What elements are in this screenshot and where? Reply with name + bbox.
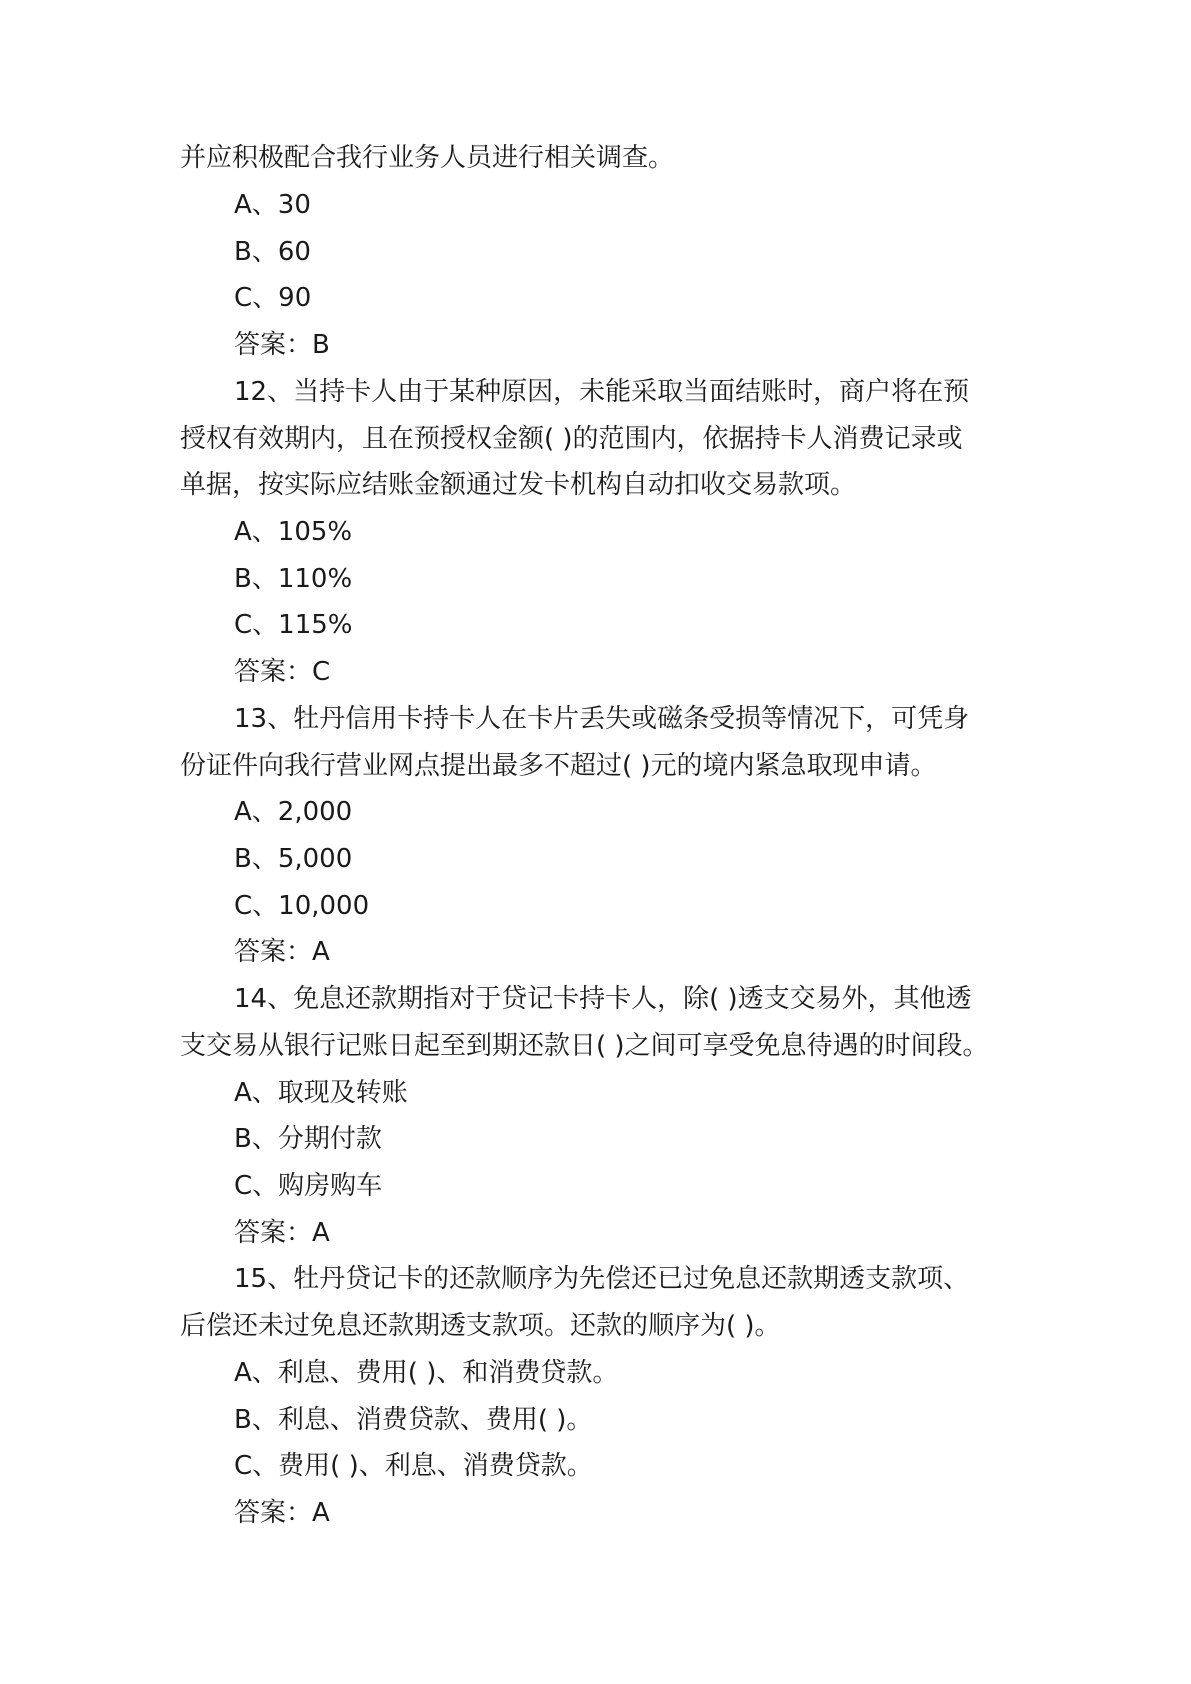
q14-option-c: C、购房购车	[234, 1171, 383, 1201]
q13-option-c: C、10,000	[234, 891, 370, 921]
question-13-line-2: 份证件向我行营业网点提出最多不超过( )元的境内紧急取现申请。	[180, 751, 937, 781]
q15-answer: 答案：A	[234, 1498, 330, 1528]
q14-option-a: A、取现及转账	[234, 1078, 408, 1108]
q11-option-b: B、60	[234, 237, 311, 267]
q13-answer: 答案：A	[234, 937, 330, 967]
question-15-line-1: 15、牡丹贷记卡的还款顺序为先偿还已过免息还款期透支款项、	[234, 1264, 970, 1294]
question-13-line-1: 13、牡丹信用卡持卡人在卡片丢失或磁条受损等情况下，可凭身	[234, 704, 970, 734]
q15-option-b: B、利息、消费贷款、费用( )。	[234, 1405, 593, 1435]
q11-option-a: A、30	[234, 190, 311, 220]
question-14-line-2: 支交易从银行记账日起至到期还款日( )之间可享受免息待遇的时间段。	[180, 1031, 989, 1061]
q15-option-c: C、费用( )、利息、消费贷款。	[234, 1451, 593, 1481]
question-12-line-1: 12、当持卡人由于某种原因，未能采取当面结账时，商户将在预	[234, 377, 970, 407]
q12-answer: 答案：C	[234, 657, 331, 687]
q12-option-c: C、115%	[234, 610, 353, 640]
q14-answer: 答案：A	[234, 1218, 330, 1248]
question-15-line-2: 后偿还未过免息还款期透支款项。还款的顺序为( )。	[180, 1311, 781, 1341]
question-11-continuation: 并应积极配合我行业务人员进行相关调查。	[180, 143, 675, 173]
question-12-line-2: 授权有效期内，且在预授权金额( )的范围内，依据持卡人消费记录或	[180, 424, 963, 454]
q13-option-a: A、2,000	[234, 797, 353, 827]
q11-answer: 答案：B	[234, 330, 330, 360]
q11-option-c: C、90	[234, 283, 312, 313]
question-14-line-1: 14、免息还款期指对于贷记卡持卡人，除( )透支交易外，其他透	[234, 984, 972, 1014]
q13-option-b: B、5,000	[234, 844, 353, 874]
q12-option-b: B、110%	[234, 564, 353, 594]
q14-option-b: B、分期付款	[234, 1124, 382, 1154]
q12-option-a: A、105%	[234, 517, 353, 547]
question-12-line-3: 单据，按实际应结账金额通过发卡机构自动扣收交易款项。	[180, 470, 857, 500]
q15-option-a: A、利息、费用( )、和消费贷款。	[234, 1358, 619, 1388]
